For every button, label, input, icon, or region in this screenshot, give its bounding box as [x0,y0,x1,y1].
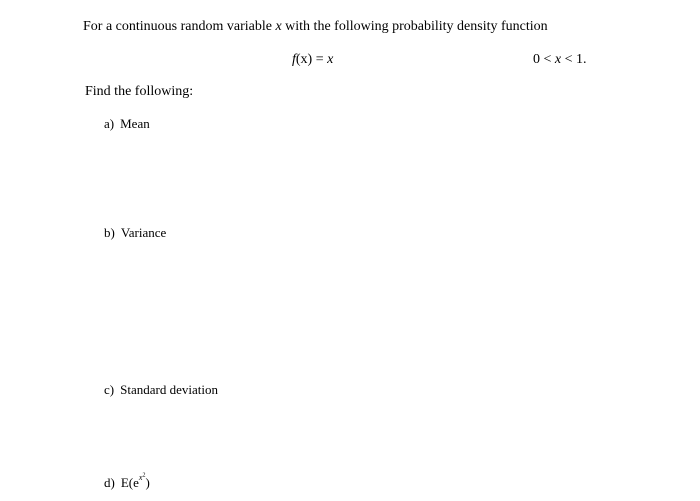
question-d-label-suffix: ) [145,474,150,490]
problem-statement [83,19,548,35]
question-a-label: Mean [120,116,150,131]
pdf-formula [292,52,333,68]
question-c-marker: c) [104,382,115,397]
find-heading: Find the following: [85,84,194,99]
pdf-domain [533,52,587,68]
question-d-exponent [139,473,146,482]
variable-x: x [275,19,282,34]
question-a [104,116,150,132]
formula-rhs: x [327,52,334,67]
statement-text-end: with the following probability density function [281,19,548,34]
exponent-base: x [138,472,143,482]
question-b-label: Variance [120,225,167,240]
domain-lower: 0 < [533,52,555,67]
formula-argument: (x) = [295,52,328,67]
formula-function-name: f [292,52,296,67]
question-c [104,382,218,398]
statement-text-start: For a continuous random variable [83,19,276,34]
question-d [104,474,150,491]
question-d-marker: d) [104,474,115,490]
exponent-power: 2 [142,472,146,478]
question-d-label-prefix: E(e [120,474,139,490]
domain-upper: < 1. [561,52,587,67]
question-c-label: Standard deviation [120,382,218,397]
question-b [104,225,166,241]
question-a-marker: a) [104,116,115,131]
question-b-marker: b) [104,225,115,240]
domain-variable: x [554,52,562,67]
